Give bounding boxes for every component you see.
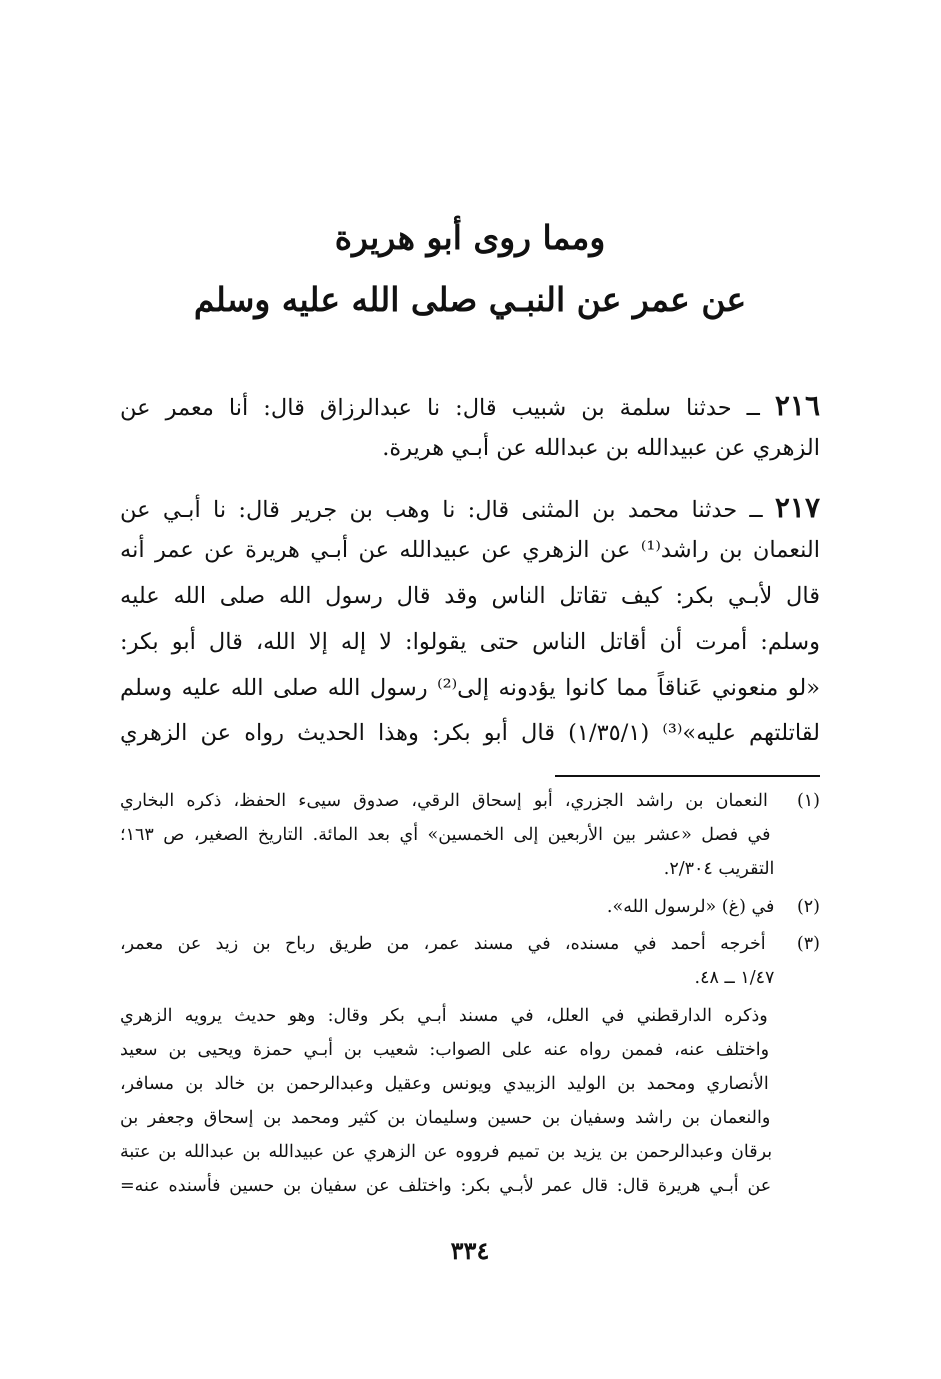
section-title-line-1: ومما روى أبو هريرة [334, 218, 606, 257]
footnote-2-text-1: في (غ) «لرسول الله». [606, 897, 775, 917]
footnote-1-line-3 [120, 858, 820, 881]
hadith-216-line-2: الزهري عن عبيدالله بن عبدالله عن أبـي هريرة. [382, 435, 820, 461]
footnote-1-marker: (١) [796, 791, 820, 811]
footnote-3-line-8 [120, 1175, 820, 1198]
footnote-2-line-1 [120, 896, 820, 919]
hadith-217-text-1: ــ حدثنا محمد بن المثنى قال: نا وهب بن جرير قال: نا أبـي عن [120, 497, 763, 523]
hadith-217-number: ٢١٧ [774, 491, 820, 524]
footnote-1-line-2 [120, 824, 820, 847]
footnote-3-text-5: الأنصاري ومحمد بن الوليد الزبيدي ويونس وعقيل وعبدالرحمن بن خالد بن مسافر، [120, 1074, 769, 1094]
footnote-1-text-2: في فصل «عشر بين الأربعين إلى الخمسين» أي بعد المائة. التاريخ الصغير، ص ١٦٣؛ [120, 825, 771, 845]
section-title-line-2: عن عمر عن النبـي صلى الله عليه وسلم [193, 280, 747, 319]
footnote-1-text-1: النعمان بن راشد الجزري، أبو إسحاق الرقي، صدوق سيىء الحفظ، ذكره البخاري [120, 791, 768, 811]
footnote-3-text-1: أخرجه أحمد في مسنده، في مسند عمر، من طريق رباح بن زيد عن معمر، [120, 934, 766, 954]
footnote-3-text-2: ١/٤٧ ــ ٤٨. [694, 968, 775, 988]
footnote-2-marker: (٢) [796, 897, 820, 917]
footnote-3-text-8: عن أبـي هريرة قال: قال عمر لأبـي بكر: واختلف عن سفيان بن حسين فأسنده عنه= [120, 1176, 772, 1196]
footnote-3-line-4 [120, 1039, 820, 1062]
hadith-217-line-5: «لو منعوني عَناقاً مما كانوا يؤدونه إلى⁽²⁾ رسول الله صلى الله عليه وسلم [120, 675, 821, 701]
footnote-3-line-2 [120, 967, 820, 990]
footnote-3-line-3 [120, 1005, 820, 1028]
footnote-3-line-5 [120, 1073, 820, 1096]
hadith-217-line-6: لقاتلتهم عليه»⁽³⁾ (١/٣٥/١) قال أبو بكر: وهذا الحديث رواه عن الزهري [120, 720, 820, 746]
footnote-3-text-3: وذكره الدارقطني في العلل، في مسند أبـي بكر وقال: وهو حديث يرويه الزهري [120, 1006, 768, 1026]
hadith-216-line-1 [120, 388, 820, 424]
footnote-1-text-3: التقريب ٢/٣٠٤. [663, 859, 775, 879]
footnote-3-marker: (٣) [796, 934, 820, 954]
footnote-3-line-6 [120, 1107, 820, 1130]
page-number: ٣٣٤ [450, 1236, 490, 1265]
footnote-1-line-1 [120, 790, 820, 813]
footnote-3-text-4: واختلف عنه، فممن رواه عنه على الصواب: شعيب بن أبـي حمزة ويحيى بن سعيد [120, 1040, 770, 1060]
hadith-216-number: ٢١٦ [774, 389, 821, 422]
footnote-3-line-7 [120, 1141, 820, 1164]
footnote-separator [555, 775, 820, 777]
hadith-217-line-2: النعمان بن راشد⁽¹⁾ عن الزهري عن عبيدالله عن أبـي هريرة عن عمر أنه [120, 537, 820, 563]
footnote-3-line-1 [120, 933, 820, 956]
hadith-217-line-1 [120, 490, 820, 526]
hadith-217-line-3: قال لأبـي بكر: كيف تقاتل الناس وقد قال رسول الله صلى الله عليه [120, 583, 820, 609]
footnote-3-text-7: برقان وعبدالرحمن بن يزيد بن تميم فرووه عن الزهري عن عبيدالله بن عبدالله بن عتبة [120, 1142, 773, 1162]
footnote-3-text-6: والنعمان بن راشد وسفيان بن حسين وسليمان بن كثير ومحمد بن إسحاق وجعفر بن [120, 1108, 771, 1128]
hadith-217-line-4: وسلم: أمرت أن أقاتل الناس حتى يقولوا: لا إله إلا الله، قال أبو بكر: [120, 629, 820, 655]
hadith-216-text-1: ــ حدثنا سلمة بن شبيب قال: نا عبدالرزاق قال: أنا معمر عن [120, 395, 760, 421]
